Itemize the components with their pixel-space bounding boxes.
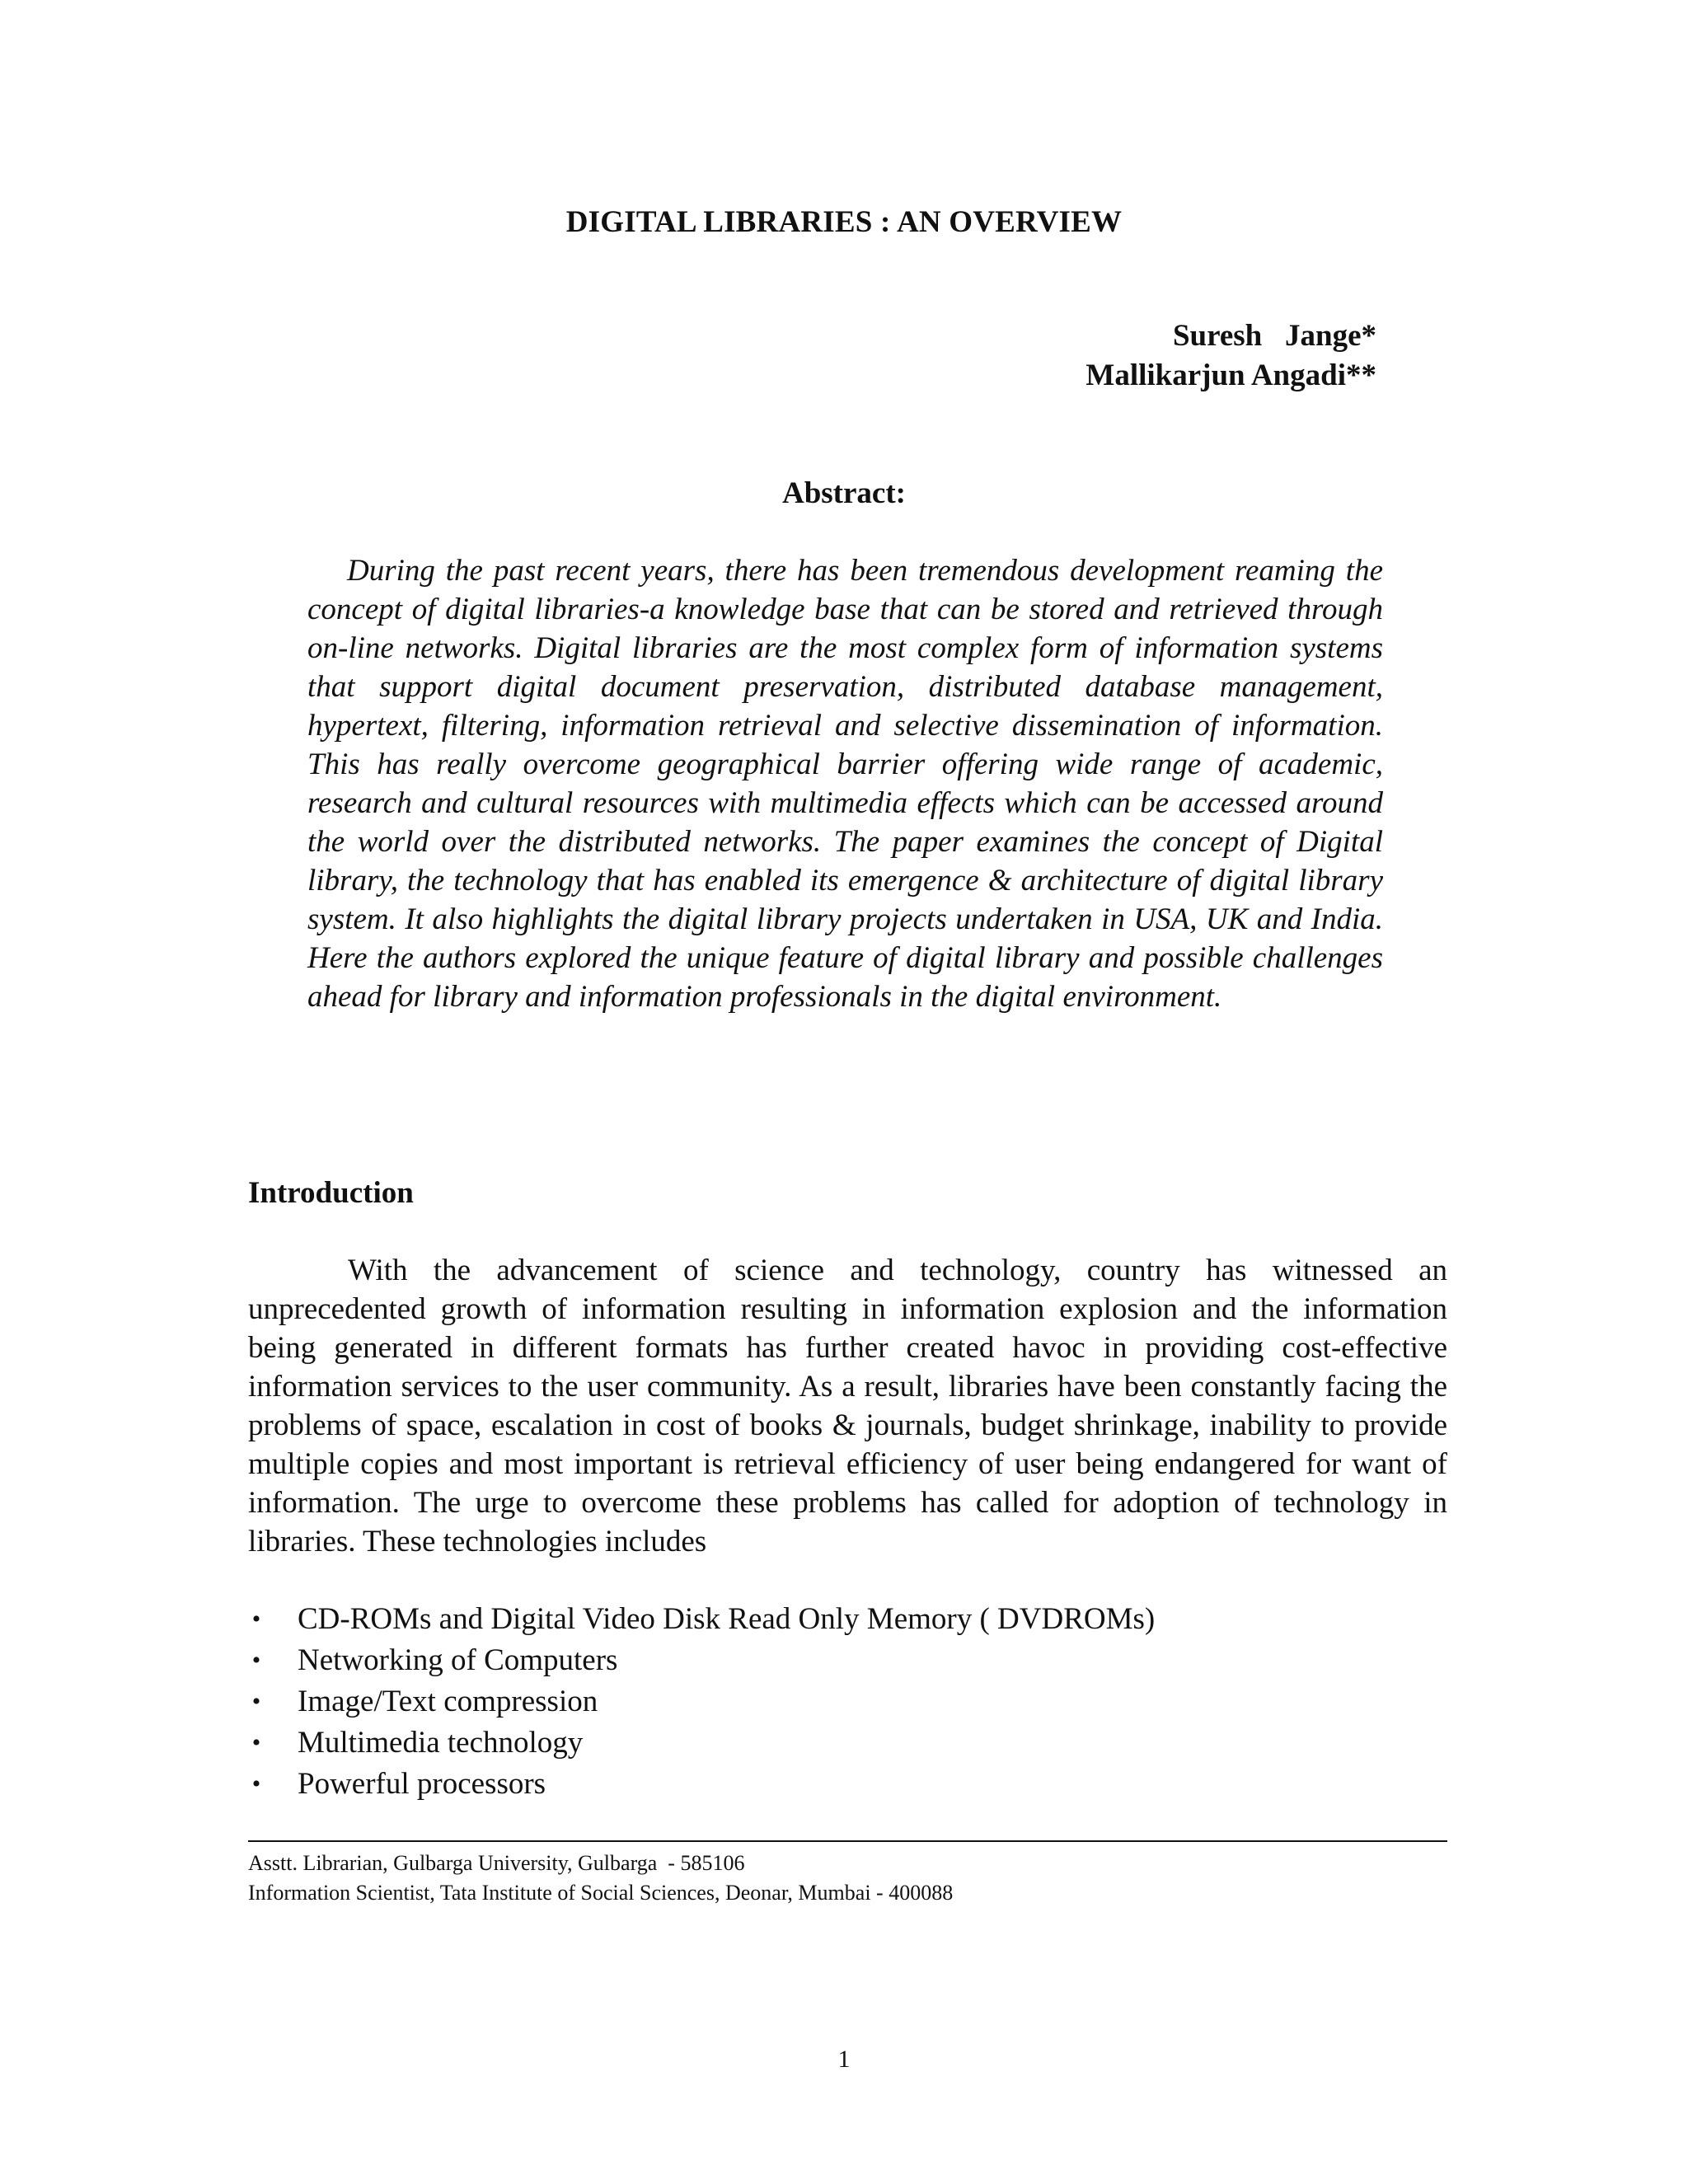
list-item-text: CD-ROMs and Digital Video Disk Read Only Memory ( DVDROMs) bbox=[298, 1602, 1156, 1636]
page-number: 1 bbox=[837, 2046, 851, 2073]
author-name: Suresh Jange* bbox=[1172, 319, 1376, 353]
bullet-icon: • bbox=[251, 1729, 261, 1756]
author-name: Mallikarjun Angadi** bbox=[1085, 359, 1376, 392]
footnote-divider bbox=[248, 1840, 1447, 1842]
list-item-text: Powerful processors bbox=[298, 1767, 546, 1801]
list-item-text: Image/Text compression bbox=[298, 1685, 598, 1718]
bullet-icon: • bbox=[251, 1605, 261, 1633]
paper-title: DIGITAL LIBRARIES : AN OVERVIEW bbox=[565, 205, 1123, 239]
abstract-heading: Abstract: bbox=[781, 476, 906, 510]
footnote: Asstt. Librarian, Gulbarga University, Gulbarga - 585106 bbox=[248, 1851, 745, 1875]
footnote: Information Scientist, Tata Institute of Social Sciences, Deonar, Mumbai - 400088 bbox=[248, 1881, 954, 1905]
list-item bbox=[248, 1599, 1155, 1640]
bullet-icon: • bbox=[251, 1647, 261, 1674]
introduction-paragraph: With the advancement of science and technology, country has witnessed an unprecedented growth of information resulting in information explosion and the information being generated in different formats has further created havoc in providing cost-effective information services to the user community. As a result, libraries have been constantly facing the problems of space, escalation in cost of books & journals, budget shrinkage, inability to provide multiple copies and most important is retrieval efficiency of user being endangered for want of information. The urge to overcome these problems has called for adoption of technology in libraries. These technologies includes bbox=[248, 1254, 1447, 1558]
list-item-text: Multimedia technology bbox=[298, 1726, 584, 1760]
bullet-icon: • bbox=[251, 1688, 261, 1715]
list-item bbox=[248, 1640, 1155, 1681]
list-item bbox=[248, 1681, 1155, 1722]
list-item bbox=[248, 1764, 1155, 1805]
bullet-icon: • bbox=[251, 1770, 261, 1797]
author-block bbox=[1085, 316, 1376, 396]
list-item bbox=[248, 1722, 1155, 1764]
introduction-heading: Introduction bbox=[248, 1176, 414, 1210]
abstract-text: During the past recent years, there has been tremendous development reaming the concept of digital libraries-a knowledge base that can be stored and retrieved through on-line networks. Digital libraries are the most complex form of information systems that support digital document preservation, distributed database management, hypertext, filtering, information retrieval and selective dissemination of information. This has really overcome geographical barrier offering wide range of academic, research and cultural resources with multimedia effects which can be accessed around the world over the distributed networks. The paper examines the concept of Digital library, the technology that has enabled its emergence & architecture of digital library system. It also highlights the digital library projects undertaken in USA, UK and India. Here the authors explored the unique feature of digital library and possible challenges ahead for library and information professionals in the digital environment. bbox=[307, 554, 1383, 1014]
list-item-text: Networking of Computers bbox=[298, 1643, 618, 1677]
footnotes bbox=[248, 1849, 953, 1908]
technology-list bbox=[248, 1599, 1155, 1805]
